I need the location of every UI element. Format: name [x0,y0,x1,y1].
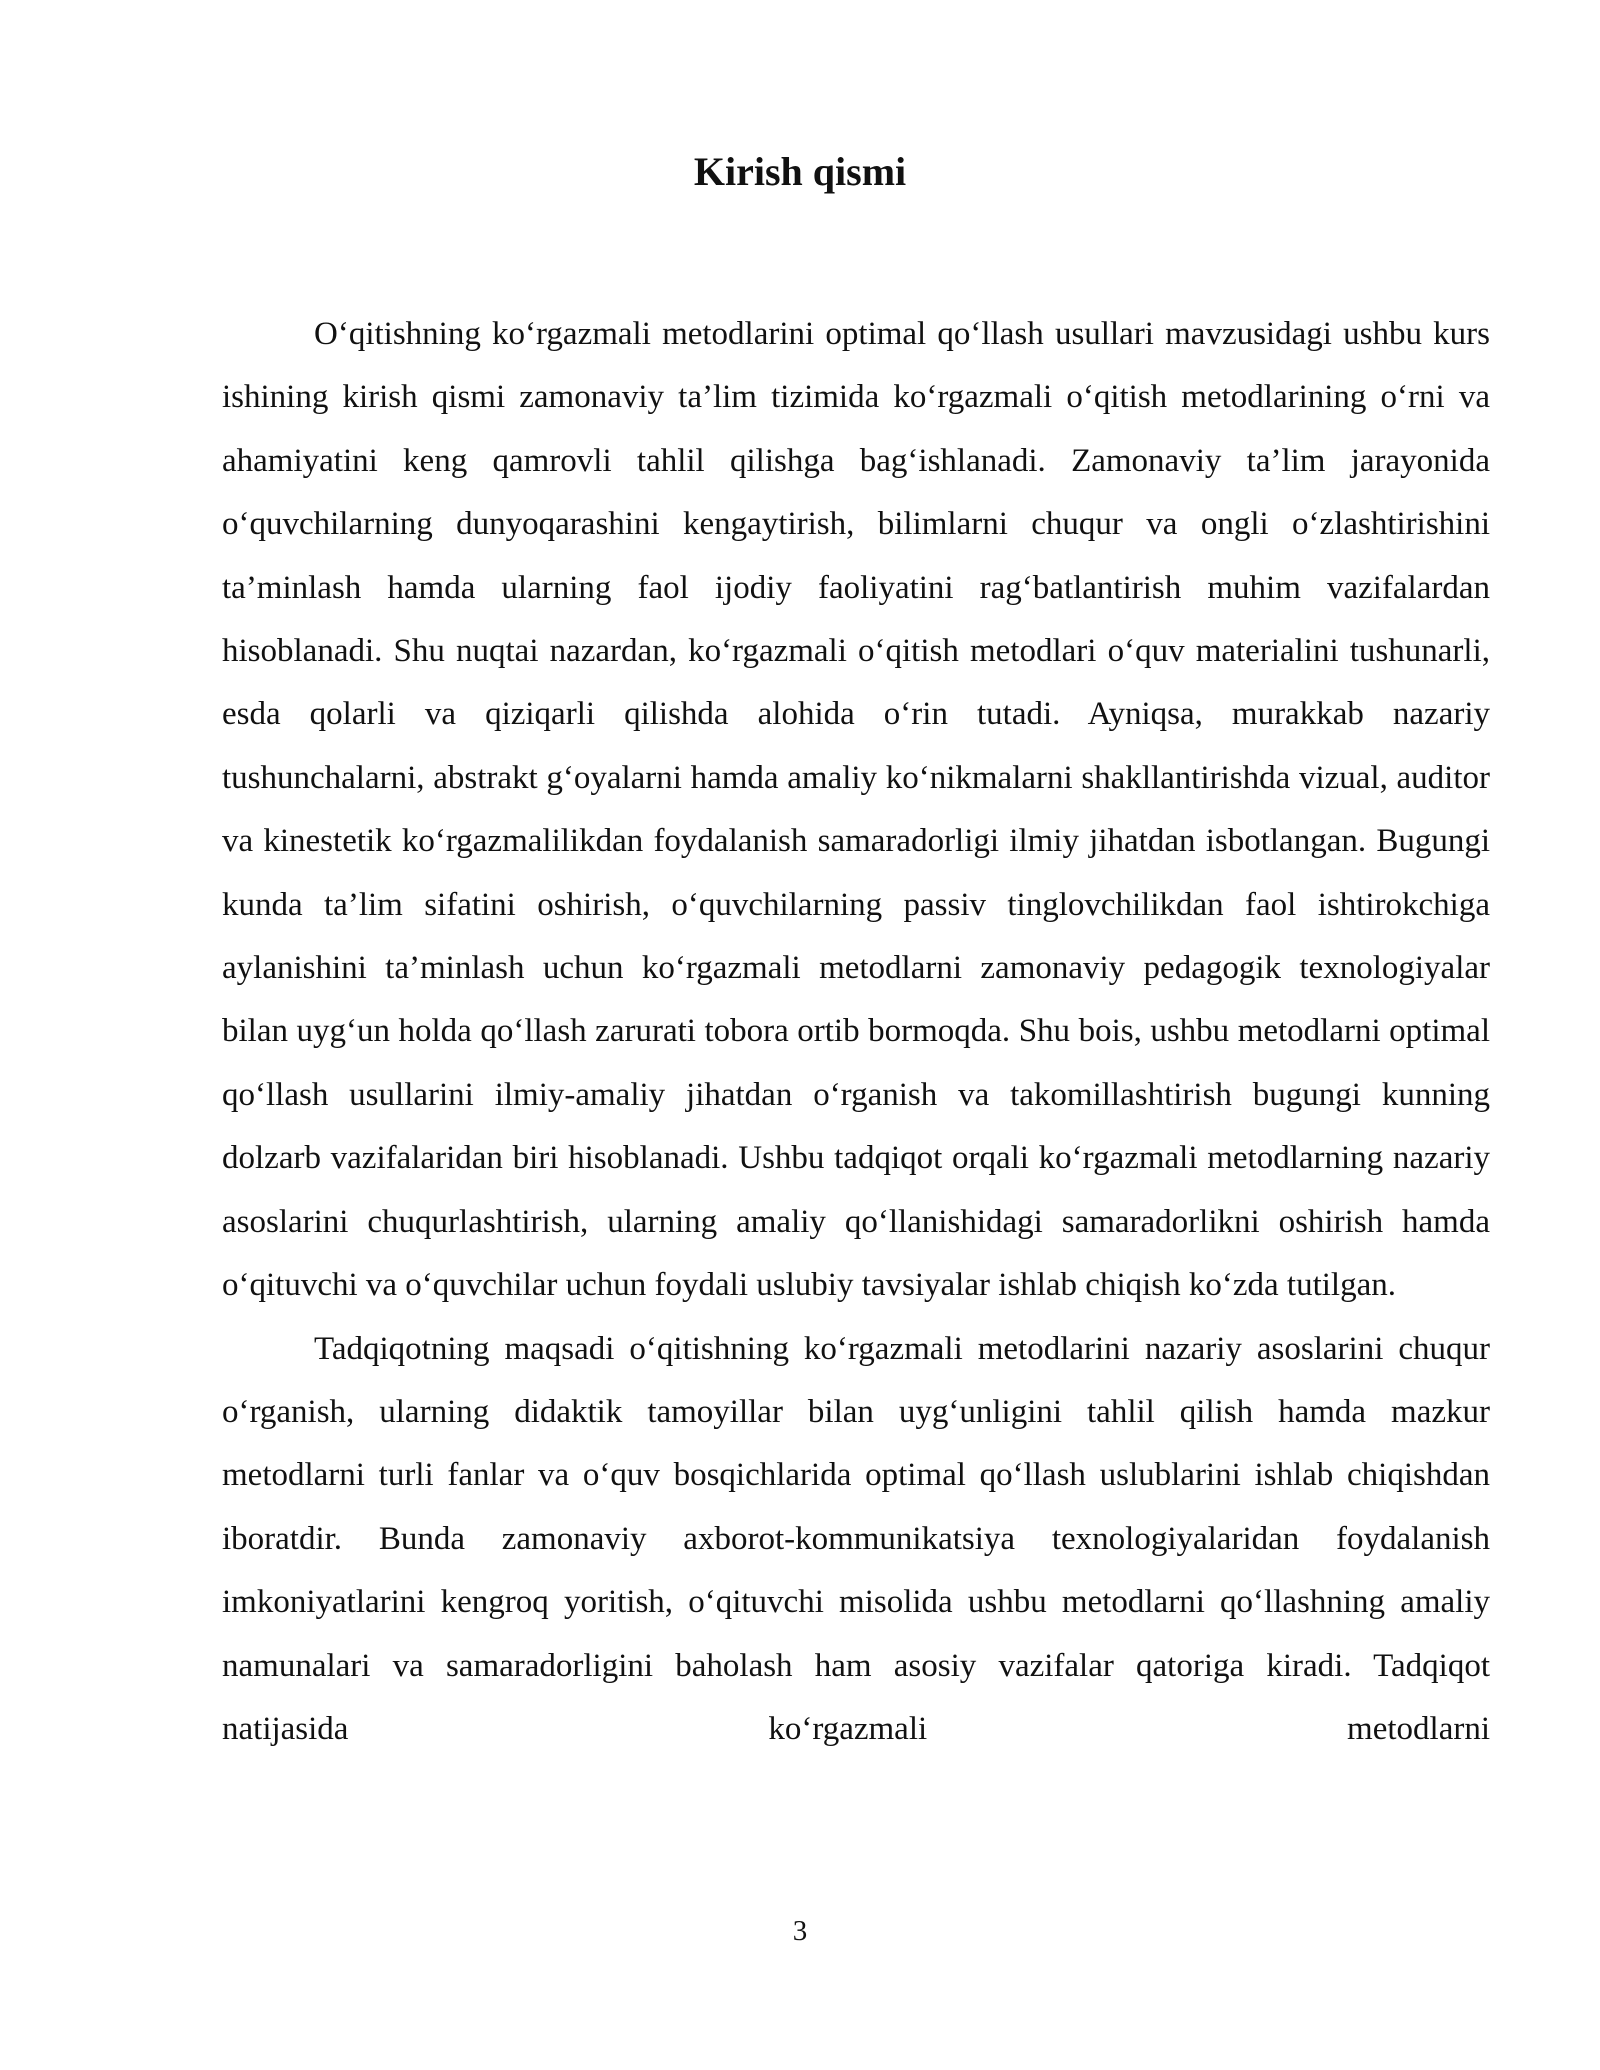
paragraph-introduction: O‘qitishning ko‘rgazmali metodlarini optimal qo‘llash usullari mavzusidagi ushbu kurs ishining kirish qismi zamonaviy ta’lim tizimida ko‘rgazmali o‘qitish metodlarining o‘rni va ahamiyatini keng qamrovli tahlil qilishga bag‘ishlanadi. Zamonaviy ta’lim jarayonida o‘quvchilarning dunyoqarashini kengaytirish, bilimlarni chuqur va ongli o‘zlashtirishini ta’minlash hamda ularning faol ijodiy faoliyatini rag‘batlantirish muhim vazifalardan hisoblanadi. Shu nuqtai nazardan, ko‘rgazmali o‘qitish metodlari o‘quv materialini tushunarli, esda qolarli va qiziqarli qilishda alohida o‘rin tutadi. Ayniqsa, murakkab nazariy tushunchalarni, abstrakt g‘oyalarni hamda amaliy ko‘nikmalarni shakllantirishda vizual, auditor va kinestetik ko‘rgazmalilikdan foydalanish samaradorligi ilmiy jihatdan isbotlangan. Bugungi kunda ta’lim sifatini oshirish, o‘quvchilarning passiv tinglovchilikdan faol ishtirokchiga aylanishini ta’minlash uchun ko‘rgazmali metodlarni zamonaviy pedagogik texnologiyalar bilan uyg‘un holda qo‘llash zarurati tobora ortib bormoqda. Shu bois, ushbu metodlarni optimal qo‘llash usullarini ilmiy-amaliy jihatdan o‘rganish va takomillashtirish bugungi kunning dolzarb vazifalaridan biri hisoblanadi. Ushbu tadqiqot orqali ko‘rgazmali metodlarning nazariy asoslarini chuqurlashtirish, ularning amaliy qo‘llanishidagi samaradorlikni oshirish hamda o‘qituvchi va o‘quvchilar uchun foydali uslubiy tavsiyalar ishlab chiqish ko‘zda tutilgan. [222,316,1490,1304]
document-body [222,303,1490,1761]
page-number: 3 [792,1915,808,1947]
page-title: Kirish qismi [693,149,907,194]
paragraph-research-goal: Tadqiqotning maqsadi o‘qitishning ko‘rgazmali metodlarini nazariy asoslarini chuqur o‘rganish, ularning didaktik tamoyillar bilan uyg‘unligini tahlil qilish hamda mazkur metodlarni turli fanlar va o‘quv bosqichlarida optimal qo‘llash uslublarini ishlab chiqishdan iboratdir. Bunda zamonaviy axborot-kommunikatsiya texnologiyalaridan foydalanish imkoniyatlarini kengroq yoritish, o‘qituvchi misolida ushbu metodlarni qo‘llashning amaliy namunalari va samaradorligini baholash ham asosiy vazifalar qatoriga kiradi. Tadqiqot natijasida ko‘rgazmali metodlarni [222,1330,1490,1747]
